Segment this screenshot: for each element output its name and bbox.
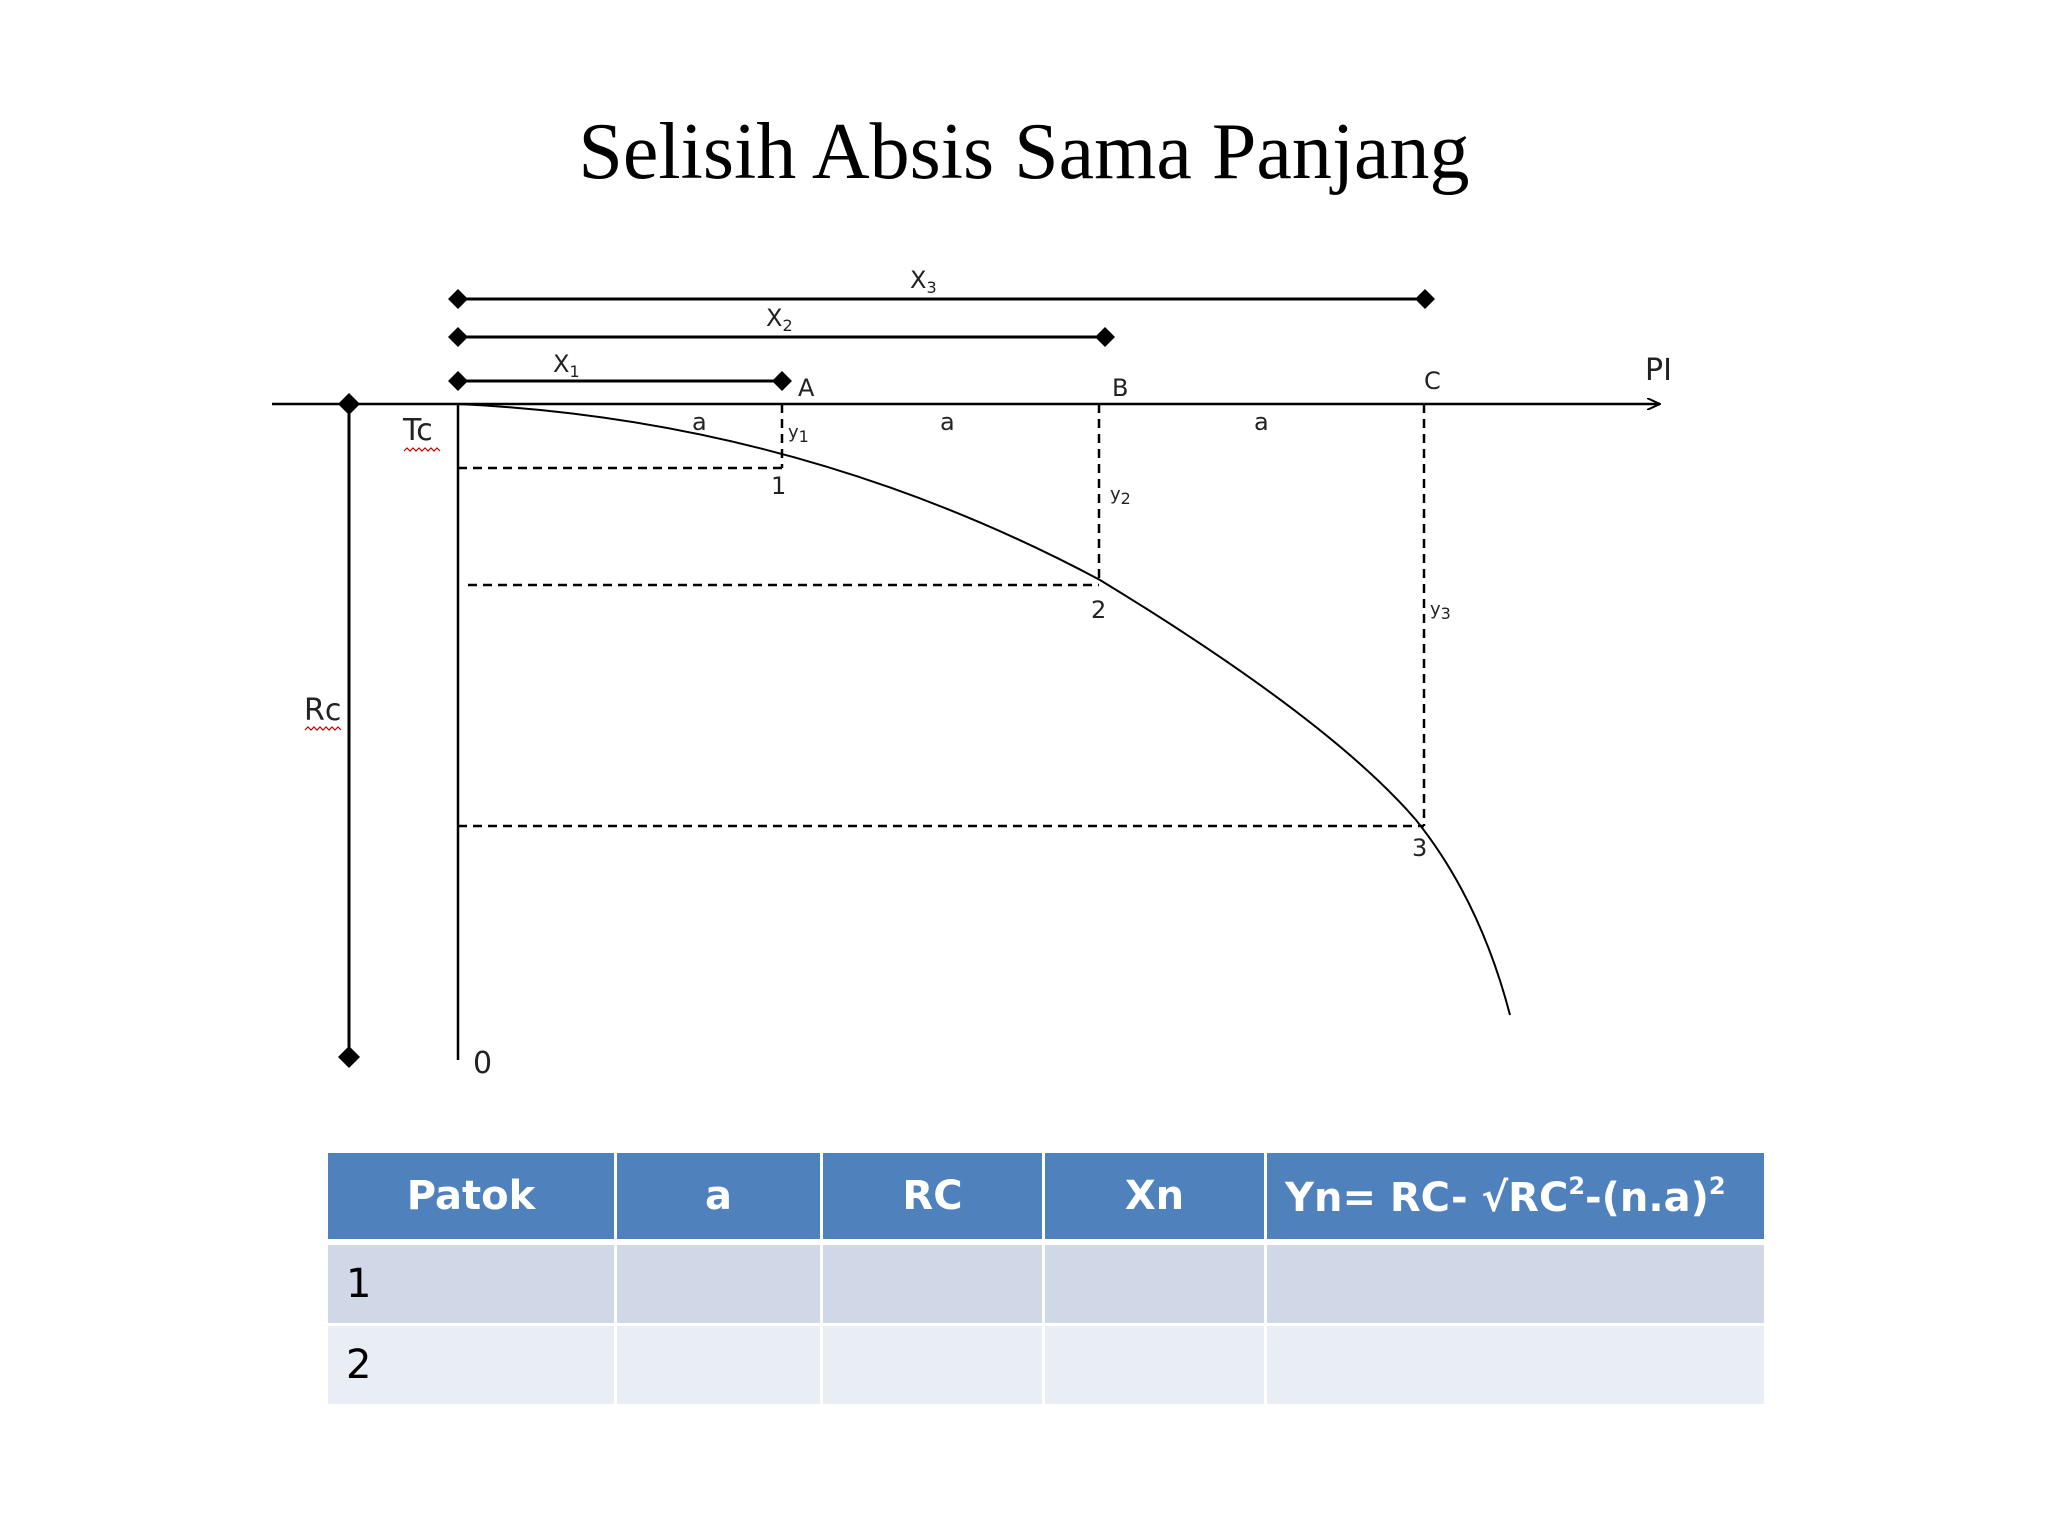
cell-patok: 2 bbox=[328, 1326, 617, 1407]
table-row bbox=[328, 1326, 1764, 1407]
cell-rc bbox=[823, 1245, 1045, 1326]
cell-a bbox=[617, 1326, 823, 1407]
slide-title: Selisih Absis Sama Panjang bbox=[578, 108, 1470, 196]
segment-a-label-3: a bbox=[1254, 408, 1269, 436]
y1-label: y1 bbox=[788, 422, 809, 446]
header-rc: RC bbox=[823, 1153, 1045, 1245]
table-header-row bbox=[328, 1153, 1764, 1245]
cell-yn bbox=[1267, 1326, 1764, 1407]
cell-a bbox=[617, 1245, 823, 1326]
point-1-label: 1 bbox=[771, 472, 787, 500]
x2-label: $X_2$ bbox=[766, 304, 793, 335]
stakeout-table bbox=[328, 1153, 1764, 1407]
point-a-label: A bbox=[798, 374, 815, 402]
cell-yn bbox=[1267, 1245, 1764, 1326]
point-2-label: 2 bbox=[1091, 596, 1107, 624]
segment-a-label-2: a bbox=[940, 408, 955, 436]
rc-bottom-marker bbox=[338, 1046, 360, 1068]
cell-patok: 1 bbox=[328, 1245, 617, 1326]
x1-dimension bbox=[448, 371, 792, 391]
cell-xn bbox=[1045, 1326, 1267, 1407]
header-xn: Xn bbox=[1045, 1153, 1267, 1245]
x3-dimension bbox=[448, 289, 1435, 309]
header-patok: Patok bbox=[328, 1153, 617, 1245]
point-3-label: 3 bbox=[1412, 834, 1428, 862]
cell-xn bbox=[1045, 1245, 1267, 1326]
x3-label: $X_3$ bbox=[910, 266, 937, 297]
point-c-label: C bbox=[1424, 367, 1441, 395]
x1-label: $X_1$ bbox=[553, 350, 580, 381]
segment-a-label-1: a bbox=[692, 408, 707, 436]
point-b-label: B bbox=[1112, 374, 1129, 402]
origin-label: 0 bbox=[473, 1046, 493, 1081]
y2-label: y2 bbox=[1110, 484, 1131, 508]
y3-label: y3 bbox=[1430, 599, 1451, 623]
rc-label: Rc bbox=[304, 693, 342, 728]
rc-top-marker bbox=[338, 393, 360, 415]
header-yn-formula: Yn= RC- $√RC^2-(n.a)^2$ bbox=[1267, 1153, 1764, 1245]
tc-label: Tc bbox=[403, 413, 433, 448]
circular-curve bbox=[458, 404, 1510, 1015]
header-a: a bbox=[617, 1153, 823, 1245]
cell-rc bbox=[823, 1326, 1045, 1407]
table-row bbox=[328, 1245, 1764, 1326]
tc-underline bbox=[404, 448, 440, 451]
pi-label: PI bbox=[1645, 353, 1672, 388]
